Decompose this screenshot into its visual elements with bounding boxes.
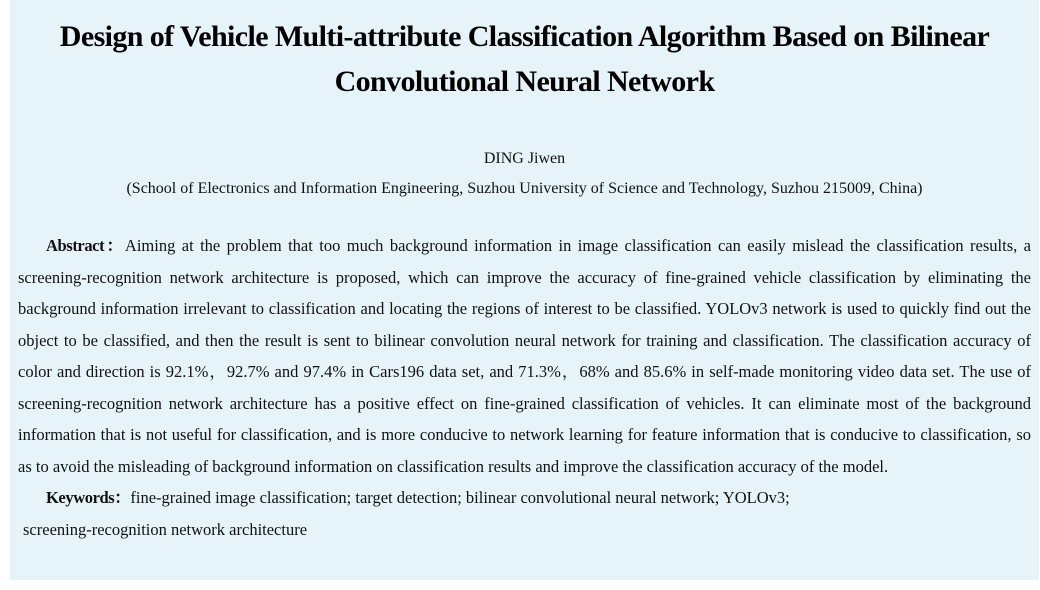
keywords-text: fine-grained image classification; target detection; bilinear convolutional neural network; YOLOv3;	[130, 488, 790, 507]
paper-page	[10, 0, 1039, 580]
keywords-label: Keywords：	[46, 488, 131, 507]
author-name: DING Jiwen	[483, 150, 566, 167]
abstract-paragraph	[18, 230, 1031, 482]
abstract-text: Aiming at the problem that too much background information in image classification can easily mislead the classification results, a screening-recognition network architecture is proposed, which can improve the accuracy of fine-grained vehicle classification by eliminating the background information irrelevant to classification and locating the regions of interest to be classified. YOLOv3 network is used to quickly find out the object to be classified, and then the result is sent to bilinear convolution neural network for training and classification. The classification accuracy of color and direction is 92.1%，92.7% and 97.4% in Cars196 data set, and 71.3%，68% and 85.6% in self-made monitoring video data set. The use of screening-recognition network architecture has a positive effect on fine-grained classification of vehicles. It can eliminate most of the background information that is not useful for classification, and is more conducive to network learning for feature information that is conducive to classification, so as to avoid the misleading of background information on classification results and improve the classification accuracy of the model.	[18, 236, 1031, 476]
abstract-label: Abstract：	[46, 236, 125, 255]
paper-title: Design of Vehicle Multi-attribute Classification Algorithm Based on Bilinear Convolutional Neural Network	[59, 20, 990, 98]
keywords-continuation: screening-recognition network architecture	[23, 519, 308, 539]
keywords-line	[18, 482, 1031, 514]
author-affiliation: (School of Electronics and Information Engineering, Suzhou University of Science and Technology, Suzhou 215009, China)	[126, 180, 923, 197]
